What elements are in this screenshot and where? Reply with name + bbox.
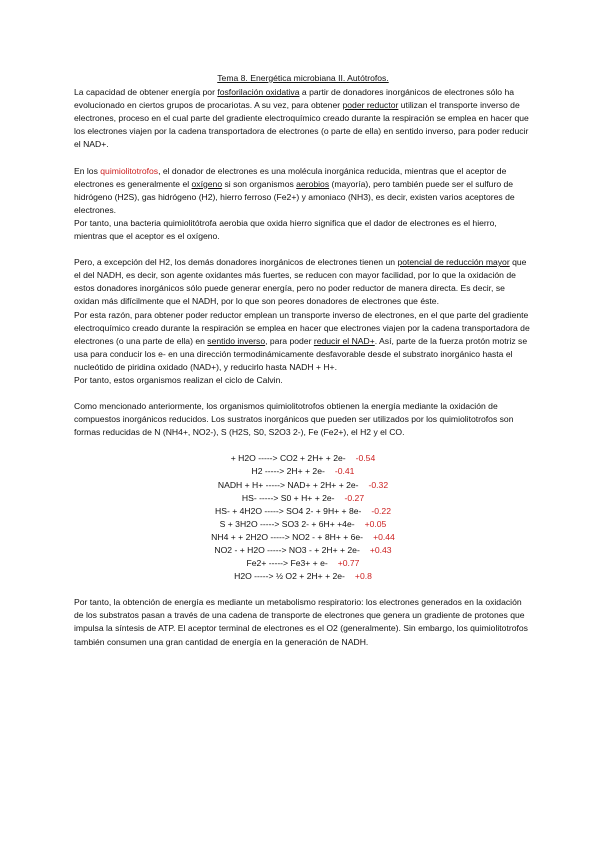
equation-text: + H2O -----> CO2 + 2H+ + 2e-	[230, 453, 346, 464]
paragraph-intro	[74, 86, 532, 151]
equation-potential: -0.54	[355, 453, 376, 464]
equation-potential: -0.41	[334, 466, 355, 477]
equation-potential: +0.8	[354, 571, 372, 582]
equation-text: NO2 - + H2O -----> NO3 - + 2H+ + 2e-	[214, 545, 360, 555]
equation-row	[74, 557, 532, 570]
equation-potential: -0.32	[368, 479, 389, 490]
underlined-term: reducir el NAD+	[313, 335, 375, 346]
equation-text: Fe2+ -----> Fe3+ + e-	[246, 558, 328, 569]
text-run: La capacidad de obtener energía por	[74, 87, 218, 98]
paragraph-calvin: Por tanto, estos organismos realizan el ciclo de Calvin.	[74, 374, 283, 385]
text-run: Pero, a excepción del H2, los demás donadores inorgánicos de electrones tienen un	[74, 257, 398, 268]
equation-potential: +0.05	[364, 518, 387, 529]
equation-row	[74, 531, 532, 544]
underlined-term: oxígeno	[191, 178, 223, 189]
equation-potential: -0.22	[371, 505, 391, 516]
text-run: a partir de donadores inorgánicos de electrones sólo ha evolucionado en ciertos grupos de procariotas. A su vez, para obtener	[74, 87, 515, 111]
document-page	[74, 72, 532, 649]
equation-text: HS- -----> S0 + H+ + 2e-	[241, 492, 335, 503]
underlined-term: aerobios	[296, 178, 330, 189]
equation-potential: +0.44	[373, 531, 395, 542]
paragraph-gap	[74, 243, 532, 256]
equation-row	[74, 492, 532, 505]
equation-row	[74, 570, 532, 583]
text-run: (mayoría), pero también puede ser el sulfuro de hidrógeno (H2S), gas hidrógeno (H2), hierro ferroso (Fe2+) y amoniaco (NH3), es decir, existen varios aceptores de electrones.	[74, 178, 515, 215]
text-run: Por esta razón, para obtener poder reductor emplean un transporte inverso de electrones, en el que parte del gradiente electroquímico creado durante la respiración se emplea en hacer que electrones viajen por la cadena transportadora de electrones (o una parte de ella) en	[74, 309, 530, 346]
equation-row	[74, 452, 532, 465]
underlined-term: poder reductor	[342, 100, 399, 111]
equation-text: H2 -----> 2H+ + 2e-	[251, 466, 325, 477]
equation-row	[74, 518, 532, 531]
paragraph-gap	[74, 387, 532, 400]
paragraph-gap	[74, 583, 532, 596]
underlined-term: fosforilación oxidativa	[217, 87, 300, 98]
equation-text: HS- + 4H2O -----> SO4 2- + 9H+ + 8e-	[215, 505, 362, 516]
paragraph-hierro-example: Por tanto, una bacteria quimiolitótrofa aerobia que oxida hierro significa que el dador de electrones es el hierro, mientras que el aceptor es el oxígeno.	[74, 217, 497, 242]
paragraph-gap	[74, 439, 532, 452]
equation-potential: +0.77	[337, 558, 360, 569]
equation-text: NH4 + + 2H2O -----> NO2 - + 8H+ + 6e-	[211, 531, 364, 542]
paragraph-metabolismo-respiratorio: Por tanto, la obtención de energía es mediante un metabolismo respiratorio: los electrones generados en la oxidación de los substratos pasan a través de una cadena de transporte de electrones que genera un gradiente de protones que impulsa la síntesis de ATP. El aceptor terminal de electrones es el O2 (generalmente). Sin embargo, los quimiolitotrofos también consumen una gran cantidad de energía en la generación de NADH.	[74, 597, 528, 647]
text-run: En los	[74, 165, 101, 176]
equation-row	[74, 465, 532, 478]
equation-row	[74, 544, 532, 557]
paragraph-quimiolitotrofos	[74, 165, 532, 217]
equation-row	[74, 505, 532, 518]
text-run: utilizan el transporte inverso de electrones, proceso en el cual parte del gradiente electroquímico creado durante la respiración se emplea en hacer que los electrones viajen por la cadena transportadora de electrones (o parte de ella) en sentido inverso, para poder reducir el NAD+.	[74, 100, 529, 150]
highlighted-term: quimiolitotrofos	[100, 165, 159, 176]
paragraph-potencial	[74, 256, 532, 308]
text-run: . Así, parte de la fuerza protón motriz se usa para conducir los e- en una dirección termodinámicamente desfavorable desde el substrato inorgánico hasta el nucleótido de piridina oxidado (NAD+), y reducirlo hasta NADH + H+.	[74, 335, 528, 372]
underlined-term: potencial de reducción mayor	[397, 257, 510, 268]
equation-text: H2O -----> ½ O2 + 2H+ + 2e-	[234, 571, 345, 582]
underlined-term: sentido inverso	[207, 335, 266, 346]
paragraph-sustratos: Como mencionado anteriormente, los organismos quimiolitotrofos obtienen la energía mediante la oxidación de compuestos inorgánicos reducidos. Los sustratos inorgánicos que pueden ser utilizados por los quimiolitotrofos son formas reducidas de N (NH4+, NO2-), S (H2S, S0, S2O3 2-), Fe (Fe2+), el H2 y el CO.	[74, 401, 514, 438]
equation-potential: -0.27	[344, 492, 365, 503]
text-run: que el del NADH, es decir, son agente oxidantes más fuertes, se reducen con mayor facilidad, por lo que la oxidación de estos donadores inorgánicos sólo puede generar energía, pero no poder reductor de manera directa. Es decir, se oxidan más difícilmente que el NADH, por lo que son peores donadores de electrones que éste.	[74, 257, 527, 307]
equation-potential: +0.43	[369, 545, 392, 555]
text-run: , para poder	[265, 335, 314, 346]
text-run: , el donador de electrones es una molécula inorgánica reducida, mientras que el aceptor de electrones es generalmente el	[74, 165, 507, 189]
equation-text: S + 3H2O -----> SO3 2- + 6H+ +4e-	[219, 518, 355, 529]
paragraph-gap	[74, 152, 532, 165]
equations-list	[74, 452, 532, 583]
equation-row	[74, 479, 532, 492]
equation-text: NADH + H+ -----> NAD+ + 2H+ + 2e-	[217, 479, 359, 490]
document-title: Tema 8. Energética microbiana II. Autótrofos.	[217, 73, 389, 83]
text-run: si son organismos	[222, 178, 297, 189]
paragraph-transporte-inverso	[74, 309, 532, 374]
